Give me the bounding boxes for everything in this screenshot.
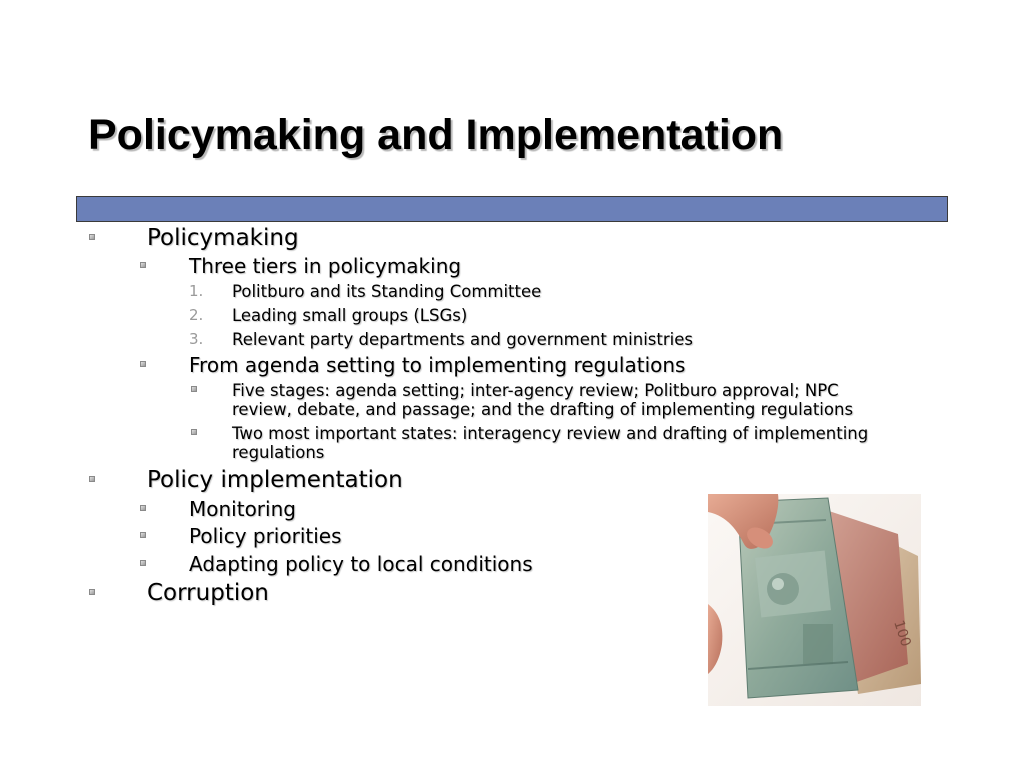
bullet-icon [140,361,146,367]
agenda-item-line: Two most important states: interagency review and drafting of implementing [232,424,869,443]
tier-item: Relevant party departments and government ministries [232,330,693,349]
outline-agenda: From agenda setting to implementing regulations [189,353,686,377]
tier-item: Leading small groups (LSGs) [232,306,468,325]
banknote-denomination: 100 [890,618,914,649]
agenda-item-line: regulations [232,443,325,462]
agenda-item-line: review, debate, and passage; and the drafting of implementing regulations [232,400,854,419]
bullet-icon [140,505,146,511]
implementation-item: Monitoring [189,497,296,521]
bullet-icon [140,560,146,566]
implementation-item: Adapting policy to local conditions [189,552,533,576]
outline-three-tiers: Three tiers in policymaking [189,254,462,278]
slide-title: Policymaking and Implementation [88,111,784,159]
agenda-item-line: Five stages: agenda setting; inter-agency review; Politburo approval; NPC [232,381,839,400]
bullet-icon [89,234,95,240]
banknotes-illustration [708,494,921,706]
banknotes-photo [708,494,921,706]
bullet-icon [191,386,197,392]
implementation-item: Policy priorities [189,524,342,548]
list-number: 2. [189,306,204,324]
bullet-icon [89,589,95,595]
bullet-icon [140,532,146,538]
tier-item: Politburo and its Standing Committee [232,282,542,301]
outline-corruption: Corruption [147,580,269,606]
outline-implementation: Policy implementation [147,467,403,493]
outline-policymaking: Policymaking [147,225,299,251]
list-number: 1. [189,282,204,300]
bullet-icon [89,476,95,482]
bullet-icon [191,429,197,435]
bullet-icon [140,262,146,268]
list-number: 3. [189,330,204,348]
